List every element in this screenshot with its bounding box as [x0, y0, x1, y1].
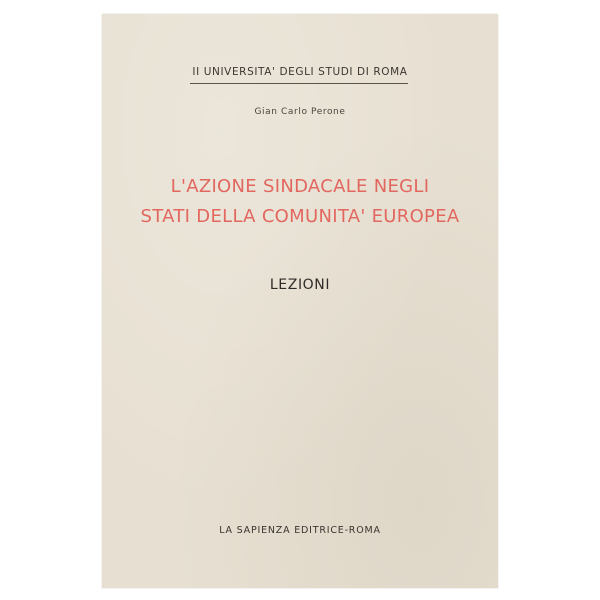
- title-line-2: STATI DELLA COMUNITA' EUROPEA: [140, 206, 460, 227]
- publisher-name: LA SAPIENZA EDITRICE-ROMA: [219, 525, 381, 536]
- university-name: II UNIVERSITA' DEGLI STUDI DI ROMA: [192, 66, 408, 78]
- subtitle: LEZIONI: [269, 277, 331, 293]
- author-name: Gian Carlo Perone: [254, 107, 346, 117]
- header-divider: [190, 83, 408, 84]
- title-line-1: L'AZIONE SINDACALE NEGLI: [170, 176, 430, 197]
- book-cover: [102, 14, 498, 588]
